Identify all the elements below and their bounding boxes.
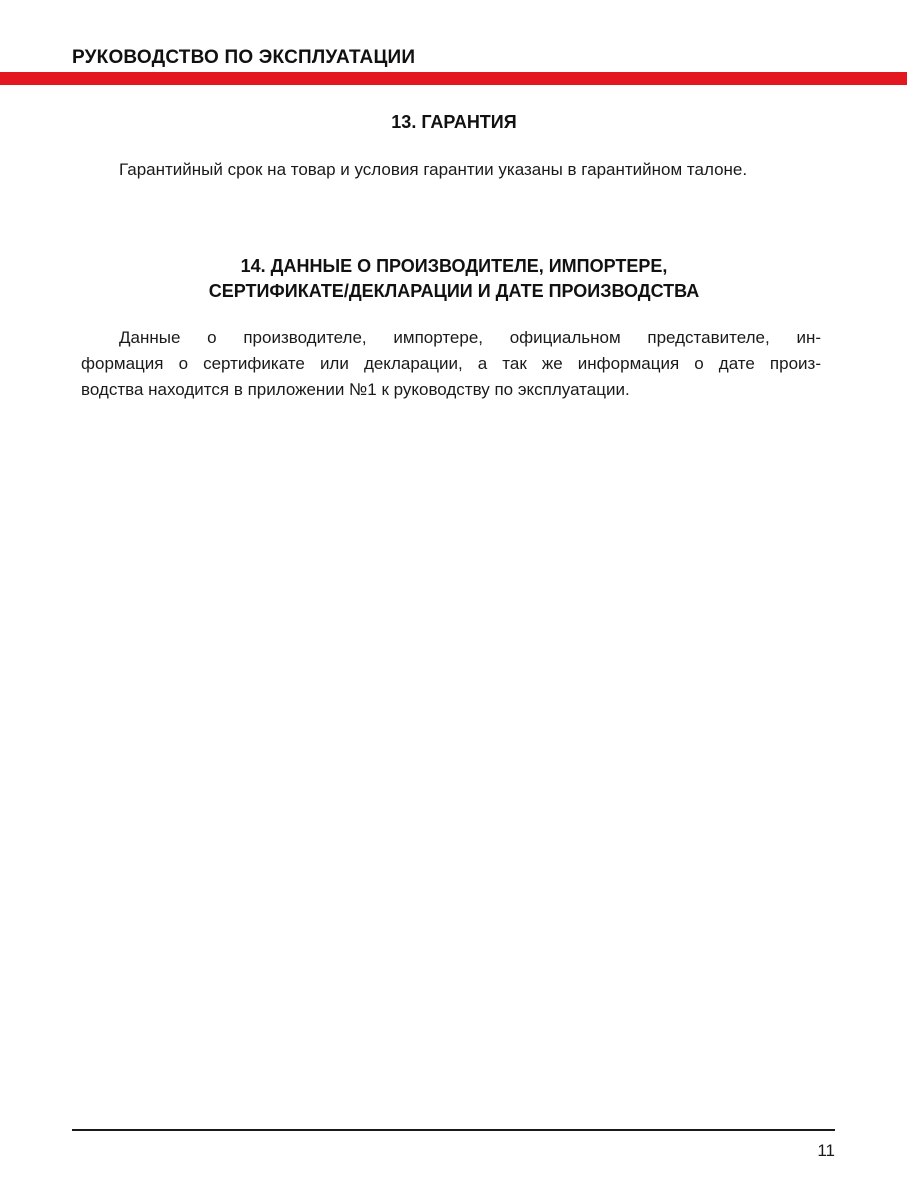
section-14-heading-line-1: 14. ДАННЫЕ О ПРОИЗВОДИТЕЛЕ, ИМПОРТЕРЕ, bbox=[240, 256, 668, 276]
section-13-heading: 13. ГАРАНТИЯ bbox=[391, 112, 517, 132]
header-accent-bar bbox=[0, 72, 907, 85]
page-number: 11 bbox=[817, 1141, 835, 1160]
section-13-paragraph: Гарантийный срок на товар и условия гарантии указаны в гарантийном талоне. bbox=[119, 160, 748, 179]
document-header-title: РУКОВОДСТВО ПО ЭКСПЛУАТАЦИИ bbox=[72, 47, 416, 68]
section-14-heading-line-2: СЕРТИФИКАТЕ/ДЕКЛАРАЦИИ И ДАТЕ ПРОИЗВОДСТВА bbox=[208, 281, 700, 301]
section-14-paragraph-line-3: водства находится в приложении №1 к руководству по эксплуатации. bbox=[81, 380, 630, 399]
section-14-paragraph bbox=[81, 325, 821, 403]
section-14-paragraph-line-2: формация о сертификате или декларации, а так же информация о дате произ- bbox=[81, 354, 821, 373]
section-14-heading bbox=[72, 254, 836, 304]
section-14-paragraph-line-1: Данные о производителе, импортере, официальном представителе, ин- bbox=[119, 328, 821, 347]
footer-divider bbox=[72, 1129, 835, 1131]
